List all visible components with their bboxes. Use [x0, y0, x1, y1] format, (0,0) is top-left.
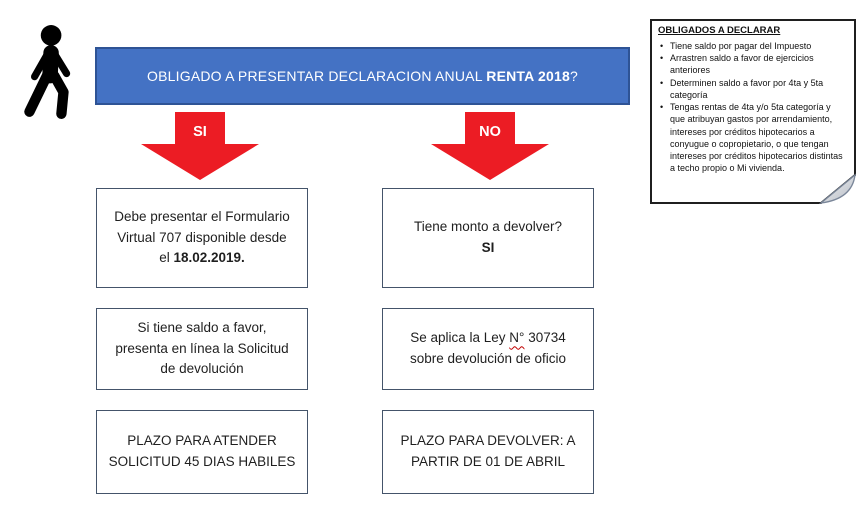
- down-arrow-icon: [141, 112, 259, 180]
- box-line: PLAZO PARA DEVOLVER: A: [400, 433, 576, 449]
- box-line: Debe presentar el Formulario: [114, 209, 290, 225]
- callout-bullet-list: [658, 40, 848, 175]
- yes-box-formulario: [96, 188, 308, 288]
- question-banner-text: OBLIGADO A PRESENTAR DECLARACION ANUAL RENTA 2018?: [147, 68, 578, 84]
- box-line: PLAZO PARA ATENDER: [127, 433, 277, 449]
- box-line: Tiene monto a devolver?: [413, 219, 563, 235]
- box-line: PARTIR DE 01 DE ABRIL: [410, 454, 566, 469]
- no-box-plazo: [382, 410, 594, 494]
- person-icon: [16, 24, 80, 118]
- down-arrow-icon: [431, 112, 549, 180]
- si-arrow-label: SI: [193, 124, 207, 140]
- no-box-monto: [382, 188, 594, 288]
- callout-bullet: • Tengas rentas de 4ta y/o 5ta categoría y que atribuyan gastos por arrendamiento, intereses por créditos hipotecarios a conyugue o copropietario, o que tengan intereses por créditos hipotecarios distintas a techo propio o Mi vivienda.: [658, 101, 848, 174]
- callout-bullet: • Determinen saldo a favor por 4ta y 5ta categoría: [658, 77, 848, 101]
- box-line: el 18.02.2019.: [159, 250, 245, 266]
- box-line: de devolución: [160, 361, 244, 377]
- yes-box-plazo: [96, 410, 308, 494]
- no-arrow: [431, 112, 549, 180]
- box-line: sobre devolución de oficio: [409, 351, 567, 366]
- box-line: SI: [481, 240, 495, 255]
- callout-title: OBLIGADOS A DECLARAR: [658, 25, 781, 36]
- no-arrow-label: NO: [479, 124, 501, 140]
- obligados-callout: [650, 19, 856, 204]
- box-line: Si tiene saldo a favor,: [137, 320, 267, 336]
- box-line: SOLICITUD 45 DIAS HABILES: [108, 454, 296, 469]
- callout-bullet: • Arrastren saldo a favor de ejercicios anteriores: [658, 52, 848, 76]
- si-arrow: [141, 112, 259, 180]
- box-line: Virtual 707 disponible desde: [117, 229, 287, 245]
- yes-box-solicitud: [96, 308, 308, 390]
- box-line: presenta en línea la Solicitud: [115, 340, 289, 356]
- no-box-ley: [382, 308, 594, 390]
- question-banner: [95, 47, 630, 105]
- box-line: Se aplica la Ley N° 30734: [410, 330, 566, 346]
- spellcheck-underline: N°: [509, 330, 525, 346]
- callout-body: [650, 19, 856, 204]
- callout-bullet: • Tiene saldo por pagar del Impuesto: [658, 40, 848, 52]
